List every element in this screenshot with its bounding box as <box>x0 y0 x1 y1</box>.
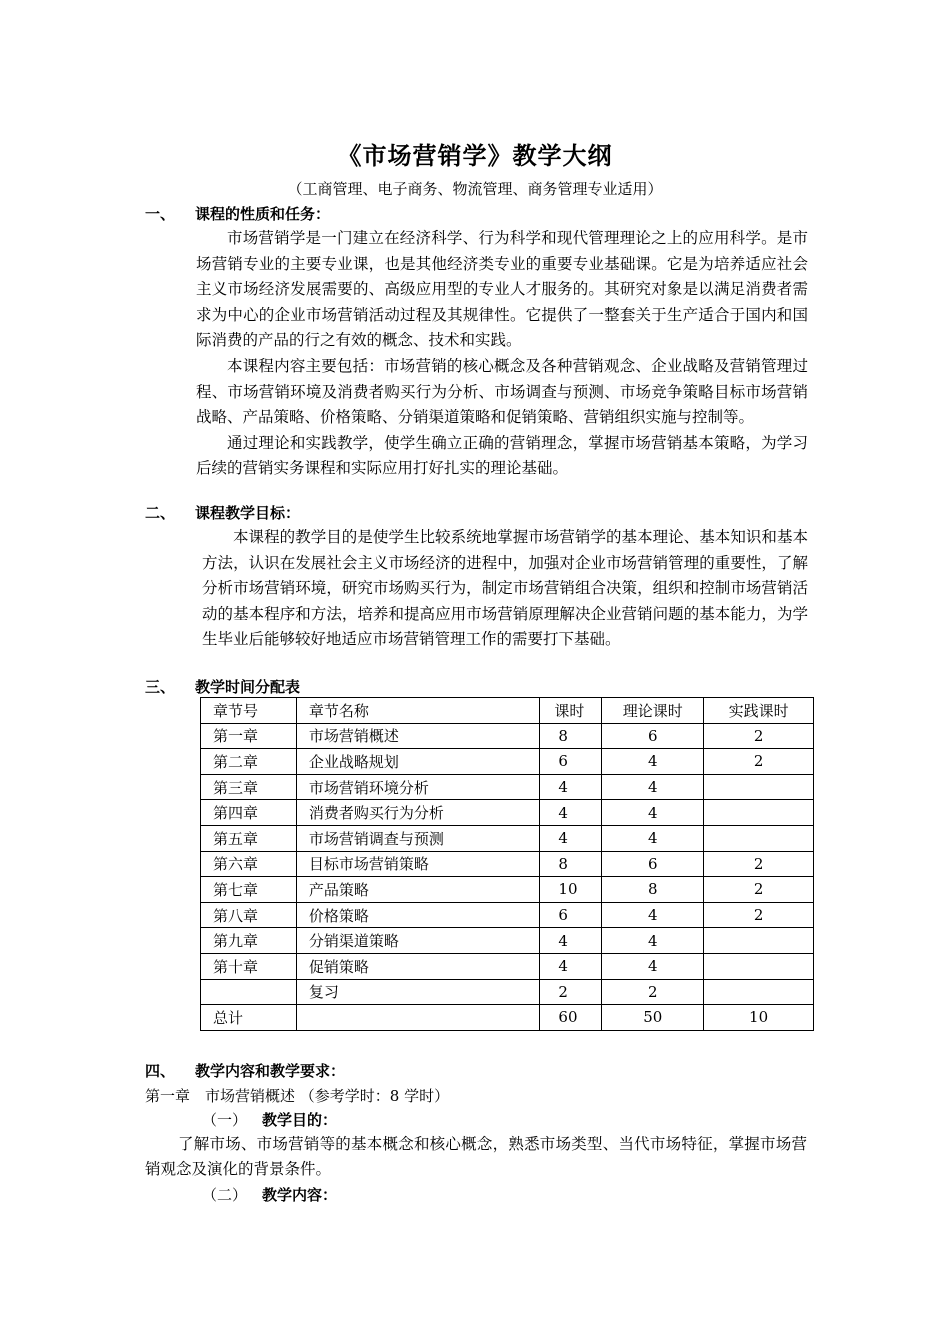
table-cell: 产品策略 <box>296 877 540 903</box>
time-allocation-table <box>200 697 814 1031</box>
table-row <box>201 723 814 749</box>
table-cell: 分销渠道策略 <box>296 928 540 954</box>
table-cell <box>704 774 814 800</box>
paragraph: 本课程的教学目的是使学生比较系统地掌握市场营销学的基本理论、基本知识和基本方法，认识在发展社会主义市场经济的进程中，加强对企业市场营销管理的重要性，了解分析市场营销环境，研究市场购买行为，制定市场营销组合决策，组织和控制市场营销活动的基本程序和方法，培养和提高应用市场营销原理解决企业营销问题的基本能力，为学生毕业后能够较好地适应市场营销管理工作的需要打下基础。 <box>202 528 808 649</box>
table-cell: 第七章 <box>201 877 297 903</box>
table-cell: 4 <box>602 928 704 954</box>
paragraph: 本课程内容主要包括：市场营销的核心概念及各种营销观念、企业战略及营销管理过程、市场营销环境及消费者购买行为分析、市场调查与预测、市场竞争策略目标市场营销战略、产品策略、价格策略、分销渠道策略和促销策略、营销组织实施与控制等。 <box>196 356 808 427</box>
table-cell: 第五章 <box>201 825 297 851</box>
sub-number: （一） <box>202 1111 248 1129</box>
table-row <box>201 774 814 800</box>
table-cell: 复习 <box>296 979 540 1005</box>
table-cell: 6 <box>540 902 602 928</box>
section-title: 课程的性质和任务： <box>195 205 331 223</box>
table-cell: 10 <box>540 877 602 903</box>
table-cell: 4 <box>602 902 704 928</box>
section-heading-4 <box>145 1060 345 1081</box>
table-cell: 2 <box>704 749 814 775</box>
sub-title: 教学内容： <box>262 1186 338 1204</box>
section-heading-1 <box>145 203 330 224</box>
table-cell: 60 <box>540 1005 602 1031</box>
chapter-1-objective-text: 了解市场、市场营销等的基本概念和核心概念，熟悉市场类型、当代市场特征，掌握市场营销观念及演化的背景条件。 <box>145 1135 807 1178</box>
section-number: 四、 <box>145 1062 176 1080</box>
table-cell: 第四章 <box>201 800 297 826</box>
table-row <box>201 979 814 1005</box>
table-header-cell: 章节号 <box>201 698 297 724</box>
table-cell <box>296 1005 540 1031</box>
table-cell: 第九章 <box>201 928 297 954</box>
table-cell: 4 <box>540 953 602 979</box>
table-cell: 企业战略规划 <box>296 749 540 775</box>
table-cell: 6 <box>602 851 704 877</box>
table-header-cell: 章节名称 <box>296 698 540 724</box>
table-cell: 4 <box>540 800 602 826</box>
table-header-cell: 实践课时 <box>704 698 814 724</box>
table-cell: 4 <box>540 928 602 954</box>
section-heading-3 <box>145 676 300 697</box>
table-cell <box>704 928 814 954</box>
table-cell: 市场营销调查与预测 <box>296 825 540 851</box>
section-number: 二、 <box>145 504 176 522</box>
table-cell: 4 <box>540 825 602 851</box>
table-cell: 市场营销概述 <box>296 723 540 749</box>
sub-number: （二） <box>202 1186 248 1204</box>
table-header-cell: 理论课时 <box>602 698 704 724</box>
table-row <box>201 902 814 928</box>
table-cell: 8 <box>540 851 602 877</box>
table-header-row <box>201 698 814 724</box>
table-cell <box>704 979 814 1005</box>
table-cell: 第十章 <box>201 953 297 979</box>
table-cell <box>704 825 814 851</box>
table-cell: 2 <box>704 902 814 928</box>
table-cell <box>704 953 814 979</box>
table-cell <box>201 979 297 1005</box>
table-cell: 目标市场营销策略 <box>296 851 540 877</box>
table-cell: 4 <box>602 749 704 775</box>
table-cell: 8 <box>540 723 602 749</box>
table-cell: 2 <box>704 723 814 749</box>
table-cell: 4 <box>602 825 704 851</box>
table-cell: 2 <box>704 851 814 877</box>
table-row <box>201 1005 814 1031</box>
table-row <box>201 953 814 979</box>
table-cell: 4 <box>540 774 602 800</box>
document-subtitle: （工商管理、电子商务、物流管理、商务管理专业适用） <box>287 180 663 198</box>
table-cell: 总计 <box>201 1005 297 1031</box>
chapter-1-sub-heading-2 <box>202 1184 337 1205</box>
section-2-body <box>202 525 808 653</box>
table-cell: 4 <box>602 800 704 826</box>
table-cell: 2 <box>704 877 814 903</box>
paragraph: 通过理论和实践教学，使学生确立正确的营销理念，掌握市场营销基本策略，为学习后续的营销实务课程和实际应用打好扎实的理论基础。 <box>196 433 808 478</box>
table-cell: 第一章 <box>201 723 297 749</box>
table-header-cell: 课时 <box>540 698 602 724</box>
document-title: 《市场营销学》教学大纲 <box>337 142 613 170</box>
table-cell: 2 <box>540 979 602 1005</box>
table-cell: 8 <box>602 877 704 903</box>
section-heading-2 <box>145 502 300 523</box>
table-row <box>201 749 814 775</box>
section-title: 教学内容和教学要求： <box>195 1062 346 1080</box>
table-row <box>201 928 814 954</box>
section-title: 课程教学目标： <box>195 504 301 522</box>
table-cell: 第八章 <box>201 902 297 928</box>
chapter-1-sub-heading-1 <box>202 1109 337 1130</box>
section-title: 教学时间分配表 <box>195 678 301 696</box>
section-number: 三、 <box>145 678 176 696</box>
table-cell: 50 <box>602 1005 704 1031</box>
table-cell: 6 <box>602 723 704 749</box>
table-cell <box>704 800 814 826</box>
table-cell: 市场营销环境分析 <box>296 774 540 800</box>
table-cell: 10 <box>704 1005 814 1031</box>
table-row <box>201 851 814 877</box>
table-cell: 第三章 <box>201 774 297 800</box>
table-cell: 促销策略 <box>296 953 540 979</box>
sub-title: 教学目的： <box>262 1111 338 1129</box>
paragraph: 市场营销学是一门建立在经济科学、行为科学和现代管理理论之上的应用科学。是市场营销专业的主要专业课，也是其他经济类专业的重要专业基础课。它是为培养适应社会主义市场经济发展需要的、高级应用型的专业人才服务的。其研究对象是以满足消费者需求为中心的企业市场营销活动过程及其规律性。它提供了一整套关于生产适合于国内和国际消费的产品的行之有效的概念、技术和实践。 <box>196 229 808 350</box>
table-cell: 第六章 <box>201 851 297 877</box>
table-row <box>201 825 814 851</box>
table-cell: 4 <box>602 774 704 800</box>
chapter-1-heading: 第一章 市场营销概述 （参考学时：8 学时） <box>145 1087 450 1105</box>
table-cell: 第二章 <box>201 749 297 775</box>
table-cell: 价格策略 <box>296 902 540 928</box>
table-row <box>201 877 814 903</box>
table-cell: 消费者购买行为分析 <box>296 800 540 826</box>
table-cell: 2 <box>602 979 704 1005</box>
table-row <box>201 800 814 826</box>
section-number: 一、 <box>145 205 176 223</box>
table-cell: 6 <box>540 749 602 775</box>
table-cell: 4 <box>602 953 704 979</box>
section-1-body <box>196 226 808 482</box>
